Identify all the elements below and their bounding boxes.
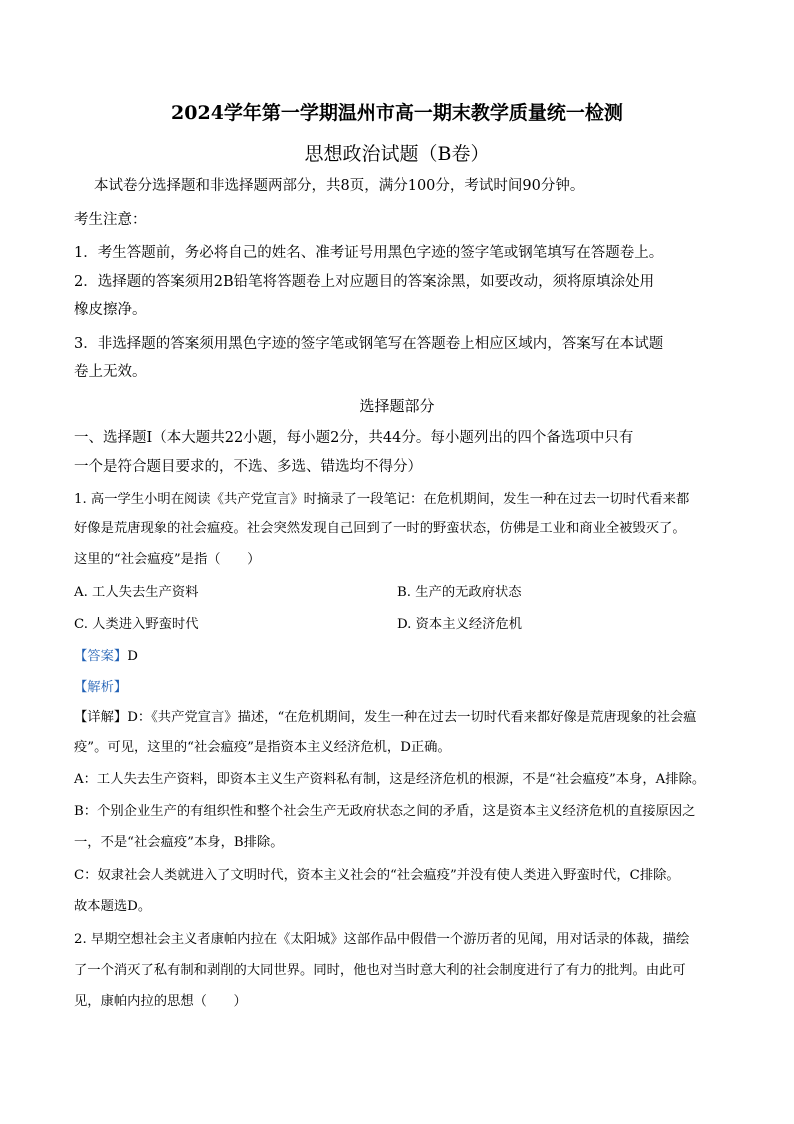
q1-option-a: A. 工人失去生产资料 [74, 585, 199, 600]
exam-intro: 本试卷分选择题和非选择题两部分，共8页，满分100分，考试时间90分钟。 [94, 178, 585, 194]
part1-instruction-line-1: 一、选择题Ⅰ（本大题共22小题，每小题2分，共44分。每小题列出的四个备选项中只有 [74, 430, 634, 446]
q1-option-b: B. 生产的无政府状态 [397, 585, 522, 600]
section-title: 选择题部分 [359, 397, 435, 415]
q1-option-d: D. 资本主义经济危机 [397, 617, 523, 632]
answer-value: D [127, 649, 138, 664]
note-1: 1．考生答题前，务必将自己的姓名、准考证号用黑色字迹的签字笔或钢笔填写在答题卷上。 [74, 245, 664, 261]
q1-stem-line-3: 这里的“社会瘟疫”是指（ ） [74, 552, 261, 567]
note-2-line-1: 2．选择题的答案须用2B铅笔将答题卷上对应题目的答案涂黑，如要改动，须将原填涂处用 [74, 274, 655, 290]
q1-stem-line-1: 1. 高一学生小明在阅读《共产党宣言》时摘录了一段笔记：在危机期间，发生一种在过去一切时代看来都 [74, 492, 690, 507]
note-2-line-2: 橡皮擦净。 [74, 302, 147, 318]
exam-subtitle: 思想政治试题（B卷） [304, 143, 490, 165]
q1-detail-line-3: A：工人失去生产资料，即资本主义生产资料私有制，这是经济危机的根源，不是“社会瘟疫”本身，A排除。 [74, 772, 706, 787]
q2-stem-line-3: 见，康帕内拉的思想（ ） [74, 994, 247, 1009]
q1-detail-line-6: C：奴隶社会人类就进入了文明时代，资本主义社会的“社会瘟疫”并没有使人类进入野蛮时代，C排除。 [74, 868, 680, 883]
q1-detail-line-1 [74, 708, 696, 728]
q1-detail-line-2: 疫”。可见，这里的“社会瘟疫”是指资本主义经济危机，D正确。 [74, 740, 451, 755]
detail-tag: 【详解】 [74, 710, 128, 725]
q1-answer-line [74, 647, 138, 667]
answer-tag: 【答案】 [74, 649, 128, 664]
part1-instruction-line-2: 一个是符合题目要求的，不选、多选、错选均不得分） [74, 459, 422, 475]
q2-stem-line-2: 了一个消灭了私有制和剥削的大同世界。同时，他也对当时意大利的社会制度进行了有力的批判。由此可 [74, 963, 686, 978]
q2-stem-line-1: 2. 早期空想社会主义者康帕内拉在《太阳城》这部作品中假借一个游历者的见闻，用对话录的体裁，描绘 [74, 932, 690, 947]
q1-detail-line-5: 一，不是“社会瘟疫”本身，B排除。 [74, 835, 284, 850]
q1-option-c: C. 人类进入野蛮时代 [74, 617, 199, 632]
note-3-line-1: 3．非选择题的答案须用黑色字迹的签字笔或钢笔写在答题卷上相应区域内，答案写在本试题 [74, 336, 664, 352]
notes-heading: 考生注意： [74, 212, 147, 228]
detail-text: D：《共产党宣言》描述，“在危机期间，发生一种在过去一切时代看来都好像是荒唐现象的社会瘟 [127, 710, 697, 725]
analysis-tag: 【解析】 [74, 680, 128, 695]
q1-stem-line-2: 好像是荒唐现象的社会瘟疫。社会突然发现自己回到了一时的野蛮状态，仿佛是工业和商业全被毁灭了。 [74, 521, 686, 536]
q1-detail-line-4: B：个别企业生产的有组织性和整个社会生产无政府状态之间的矛盾，这是资本主义经济危机的直接原因之 [74, 804, 696, 819]
exam-title: 2024学年第一学期温州市高一期末教学质量统一检测 [171, 102, 623, 124]
note-3-line-2: 卷上无效。 [74, 364, 147, 380]
q1-detail-line-7: 故本题选D。 [74, 899, 152, 914]
